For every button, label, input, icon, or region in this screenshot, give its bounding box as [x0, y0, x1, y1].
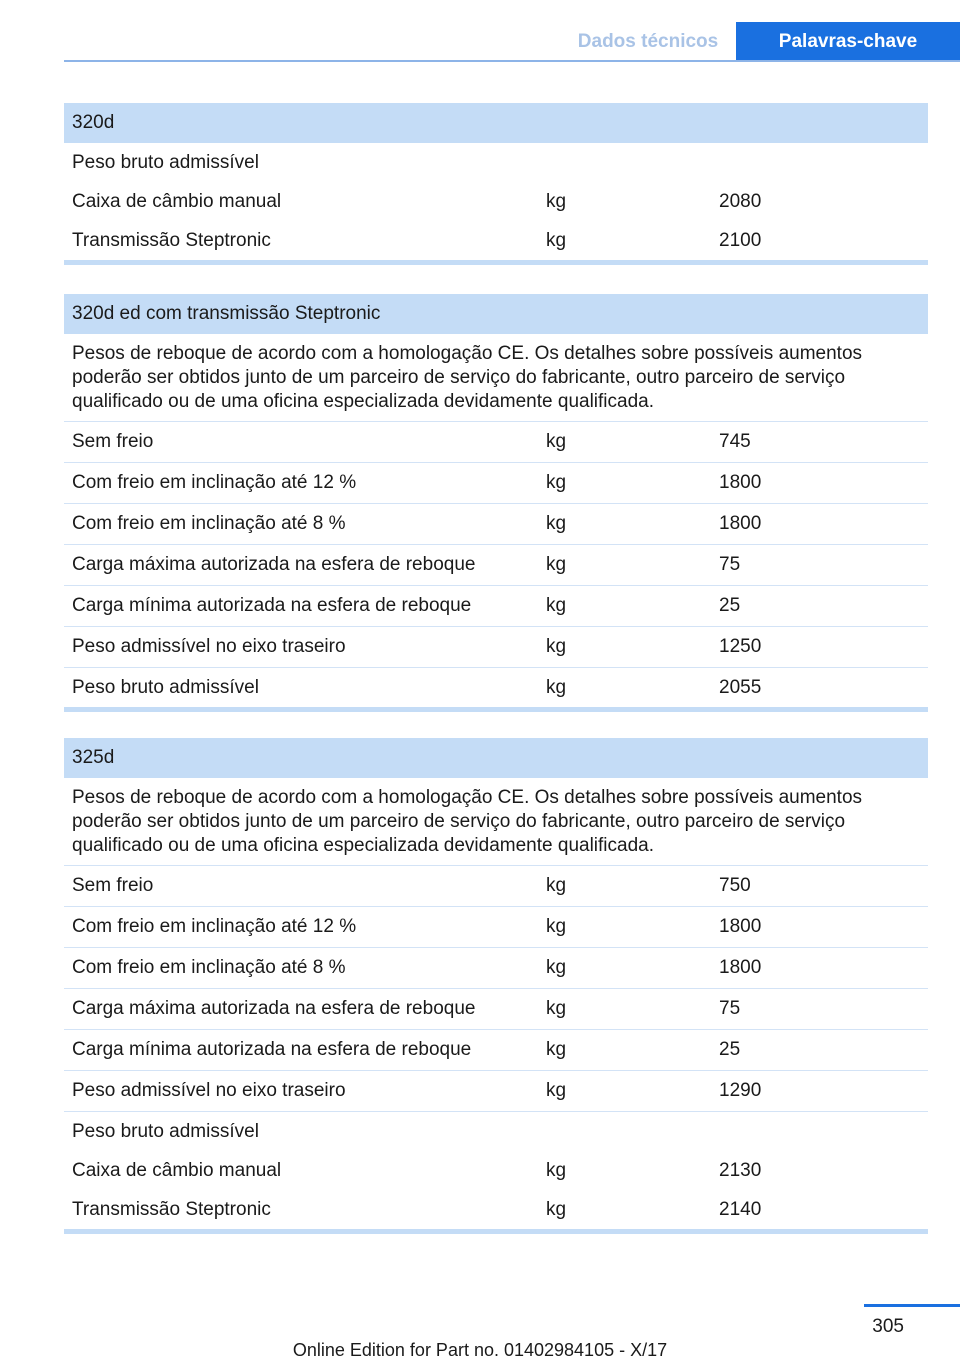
table-320d [64, 103, 928, 265]
page-number: 305 [872, 1316, 904, 1337]
table-320d-ed [64, 294, 928, 712]
row-value: 1290 [719, 1080, 762, 1101]
row-unit: kg [546, 191, 567, 212]
table-row [64, 1151, 928, 1190]
row-label: Sem freio [72, 875, 154, 896]
row-label: Peso admissível no eixo traseiro [72, 1080, 346, 1101]
table-row [64, 586, 928, 627]
row-unit: kg [546, 1080, 567, 1101]
row-label: Com freio em inclinação até 8 % [72, 957, 346, 978]
row-value: 2100 [719, 230, 762, 251]
tab-palavras-chave[interactable]: Palavras-chave [736, 22, 960, 62]
row-label: Carga máxima autorizada na esfera de reboque [72, 554, 476, 575]
row-value: 745 [719, 431, 751, 452]
row-unit: kg [546, 431, 567, 452]
row-value: 2080 [719, 191, 762, 212]
row-unit: kg [546, 595, 567, 616]
row-label: Carga mínima autorizada na esfera de reboque [72, 1039, 472, 1060]
table-title: 320d [64, 103, 928, 143]
row-unit: kg [546, 875, 567, 896]
row-label: Com freio em inclinação até 12 % [72, 472, 357, 493]
row-unit: kg [546, 230, 567, 251]
table-title: 325d [64, 738, 928, 778]
header-tabs [0, 22, 960, 62]
table-row [64, 422, 928, 463]
row-label: Caixa de câmbio manual [72, 191, 282, 212]
row-value: 25 [719, 595, 741, 616]
table-row [64, 668, 928, 707]
row-unit: kg [546, 998, 567, 1019]
row-unit: kg [546, 1160, 567, 1181]
table-row [64, 504, 928, 545]
table-row [64, 627, 928, 668]
row-value: 1800 [719, 513, 762, 534]
table-row [64, 989, 928, 1030]
table-row [64, 545, 928, 586]
row-label: Transmissão Steptronic [72, 230, 271, 251]
table-row [64, 866, 928, 907]
row-unit: kg [546, 472, 567, 493]
row-label: Peso admissível no eixo traseiro [72, 636, 346, 657]
table-end-rule [64, 1229, 928, 1234]
row-label: Com freio em inclinação até 8 % [72, 513, 346, 534]
row-unit: kg [546, 1199, 567, 1220]
table-row [64, 1112, 928, 1151]
row-label: Peso bruto admissível [72, 677, 259, 698]
row-label: Caixa de câmbio manual [72, 1160, 282, 1181]
row-unit: kg [546, 636, 567, 657]
row-unit: kg [546, 1039, 567, 1060]
row-label: Com freio em inclinação até 12 % [72, 916, 357, 937]
tab-dados-tecnicos[interactable]: Dados técnicos [577, 31, 719, 52]
row-label: Peso bruto admissível [72, 1121, 259, 1142]
table-325d [64, 738, 928, 1234]
row-label: Sem freio [72, 431, 154, 452]
table-row [64, 182, 928, 221]
row-unit: kg [546, 513, 567, 534]
row-value: 75 [719, 554, 741, 575]
row-value: 2055 [719, 677, 762, 698]
row-unit: kg [546, 677, 567, 698]
table-row [64, 1071, 928, 1112]
table-note: Pesos de reboque de acordo com a homologação CE. Os detalhes sobre possíveis aumentos poderão ser obtidos junto de um parceiro de serviço do fabricante, outro parceiro de serviço qualificado ou de uma oficina especializada devidamente qualificada. [64, 334, 928, 422]
row-label: Transmissão Steptronic [72, 1199, 271, 1220]
row-value: 2140 [719, 1199, 762, 1220]
row-unit: kg [546, 957, 567, 978]
row-value: 75 [719, 998, 741, 1019]
table-row [64, 1190, 928, 1229]
page-number-rule [864, 1304, 960, 1307]
row-value: 750 [719, 875, 751, 896]
edition-footer: Online Edition for Part no. 01402984105 - X/17 [292, 1340, 668, 1360]
row-unit: kg [546, 554, 567, 575]
table-row [64, 948, 928, 989]
row-label: Peso bruto admissível [72, 152, 259, 173]
table-title: 320d ed com transmissão Steptronic [64, 294, 928, 334]
row-value: 1800 [719, 916, 762, 937]
table-row [64, 1030, 928, 1071]
row-value: 1800 [719, 472, 762, 493]
row-unit: kg [546, 916, 567, 937]
table-end-rule [64, 707, 928, 712]
row-value: 1250 [719, 636, 762, 657]
row-value: 25 [719, 1039, 741, 1060]
table-row [64, 221, 928, 260]
table-note: Pesos de reboque de acordo com a homologação CE. Os detalhes sobre possíveis aumentos poderão ser obtidos junto de um parceiro de serviço do fabricante, outro parceiro de serviço qualificado ou de uma oficina especializada devidamente qualificada. [64, 778, 928, 866]
table-row [64, 907, 928, 948]
row-label: Carga mínima autorizada na esfera de reboque [72, 595, 472, 616]
row-label: Carga máxima autorizada na esfera de reboque [72, 998, 476, 1019]
row-value: 1800 [719, 957, 762, 978]
table-row [64, 463, 928, 504]
table-end-rule [64, 260, 928, 265]
row-value: 2130 [719, 1160, 762, 1181]
table-row [64, 143, 928, 182]
header-divider [64, 60, 960, 62]
